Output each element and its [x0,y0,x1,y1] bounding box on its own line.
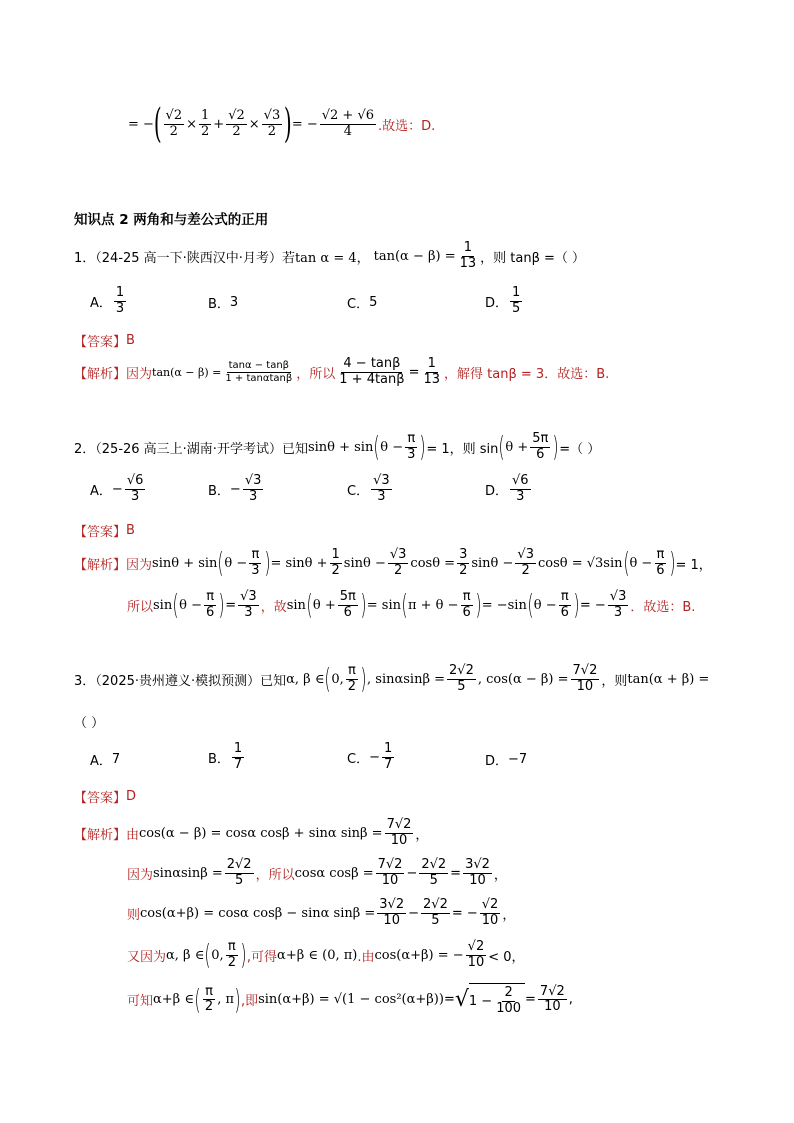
q1-answer: 【答案】 B [74,333,135,350]
top-equation-line: = − ( $\frac{√2}{2}$ × $\frac{1}{2}$ + $\frac{√2}{2}$ × $\frac{√3}{2}$ ) = − $\frac{√2 + √6}{4}$ .故选：D. [128,101,436,147]
question-1-stem: 1．（24-25 高一下·陕西汉中·月考）若 tan α = 4， tan(α − β) = $\frac{1}{13}$ ，则 tanβ =（ ） [74,240,586,271]
q1-option-d: D． $\frac{1}{5}$ [485,285,521,316]
q3-option-c: C． − $\frac{1}{7}$ [347,741,393,772]
q3-analysis-line1: 【解析】 由 cos(α − β) = cosα cosβ + sinα sinβ = $\frac{7√2}{10}$ ， [74,817,429,848]
sqrt-icon: √ [454,987,469,1013]
section-heading: 知识点 2 两角和与差公式的正用 [74,212,269,228]
q1-option-b: B． 3 [208,295,239,312]
q3-paren: （ ） [74,716,105,731]
q3-option-a: A． 7 [90,752,121,769]
fraction: $\frac{√2}{2}$ [228,107,245,139]
q2-option-c: C． $\frac{√3}{3}$ [347,473,390,504]
fraction: $\frac{√2 + √6}{4}$ [321,107,375,139]
sqrt-body: 1 − $\frac{2}{100}$ [469,983,525,1017]
fraction: $\frac{√3}{2}$ [263,107,281,139]
left-paren: ( [153,101,162,147]
q3-answer: 【答案】 D [74,789,137,806]
q2-option-b: B． − $\frac{√3}{3}$ [208,473,262,504]
q3-analysis-line4: 又因为 α, β ∈ ( 0, $\frac{\pi}{2}$ ) ,可得 α+β ∈ (0, π) .由 cos(α+β) = − $\frac{√2}{10}$ < 0， [127,938,525,972]
q2-option-d: D． $\frac{√6}{3}$ [485,473,529,504]
right-paren: ) [284,101,292,147]
q1-analysis: 【解析】 因为 tan(α − β) = $\frac{\tan\alpha - \tan\beta}{1 + \tan\alpha\tan\beta}$ ，所以 $\frac{4 - \tan\beta}{1 + 4\tan\beta}$ = $\frac{1}{13}$ ，解得 tanβ = 3．故选：B. [74,356,610,387]
fraction: $\frac{√2}{2}$ [165,107,183,139]
q3-analysis-line3: 则 cos(α+β) = cosα cosβ − sinα sinβ = $\frac{3√2}{10}$ − $\frac{2√2}{5}$ = − $\frac{√2}{10}$ ， [127,897,516,928]
q2-answer: 【答案】 B [74,523,135,540]
conclusion-text: .故选：D. [378,118,436,134]
question-2-stem: 2．（25-26 高三上·湖南·开学考试）已知 sinθ + sin ( θ − $\frac{\pi}{3}$ ) = 1，则 sin ( θ + $\frac{5\pi}{6}$ ) =（ ） [74,430,601,464]
question-3-stem: 3．（2025·贵州遵义·模拟预测）已知 α, β ∈ ( 0, $\frac{\pi}{2}$ ) , sinαsinβ = $\frac{2√2}{5}$ , cos(α − β) = $\frac{7√2}{10}$ ，则 tan(α + β) = [74,662,710,696]
q3-option-b: B． $\frac{1}{7}$ [208,741,243,772]
fraction: $\frac{1}{13}$ [459,240,477,271]
fraction: $\frac{1}{2}$ [201,107,210,139]
q2-analysis-line1: 【解析】 因为 sinθ + sin ( θ − $\frac{\pi}{3}$ ) = sinθ + $\frac{1}{2}$ sinθ − $\frac{√3}{2}$ cosθ = $\frac{3}{2}$ sinθ − $\frac{√3}{2}$ cosθ = √3sin ( θ − $\frac{\pi}{6}$ ) = 1， [74,546,712,580]
q3-analysis-line5: 可知 α+β ∈ ( $\frac{\pi}{2}$ , π ) ,即 sin(α+β) = √(1 − cos²(α+β)) = √ 1 − $\frac{2}{100}$ = $\frac{7√2}{10}$ , [127,982,573,1016]
q1-option-a: A． $\frac{1}{3}$ [90,285,125,316]
q3-analysis-line2: 因为 sinαsinβ = $\frac{2√2}{5}$ ，所以 cosα cosβ = $\frac{7√2}{10}$ − $\frac{2√2}{5}$ = $\frac{3√2}{10}$ ， [127,857,507,888]
q2-option-a: A． − $\frac{√6}{3}$ [90,473,144,504]
q2-analysis-line2: 所以 sin ( θ − $\frac{\pi}{6}$ ) = $\frac{√3}{3}$ ，故 sin ( θ + $\frac{5\pi}{6}$ ) = sin ( π + θ − $\frac{\pi}{6}$ ) = −sin ( θ − $\frac{\pi}{6}$ ) = − $\frac{√3}{3}$ ．故选：B. [127,588,696,622]
q1-option-c: C． 5 [347,295,378,312]
q3-option-d: D． −7 [485,752,528,769]
eq-sign: = − [128,116,154,132]
